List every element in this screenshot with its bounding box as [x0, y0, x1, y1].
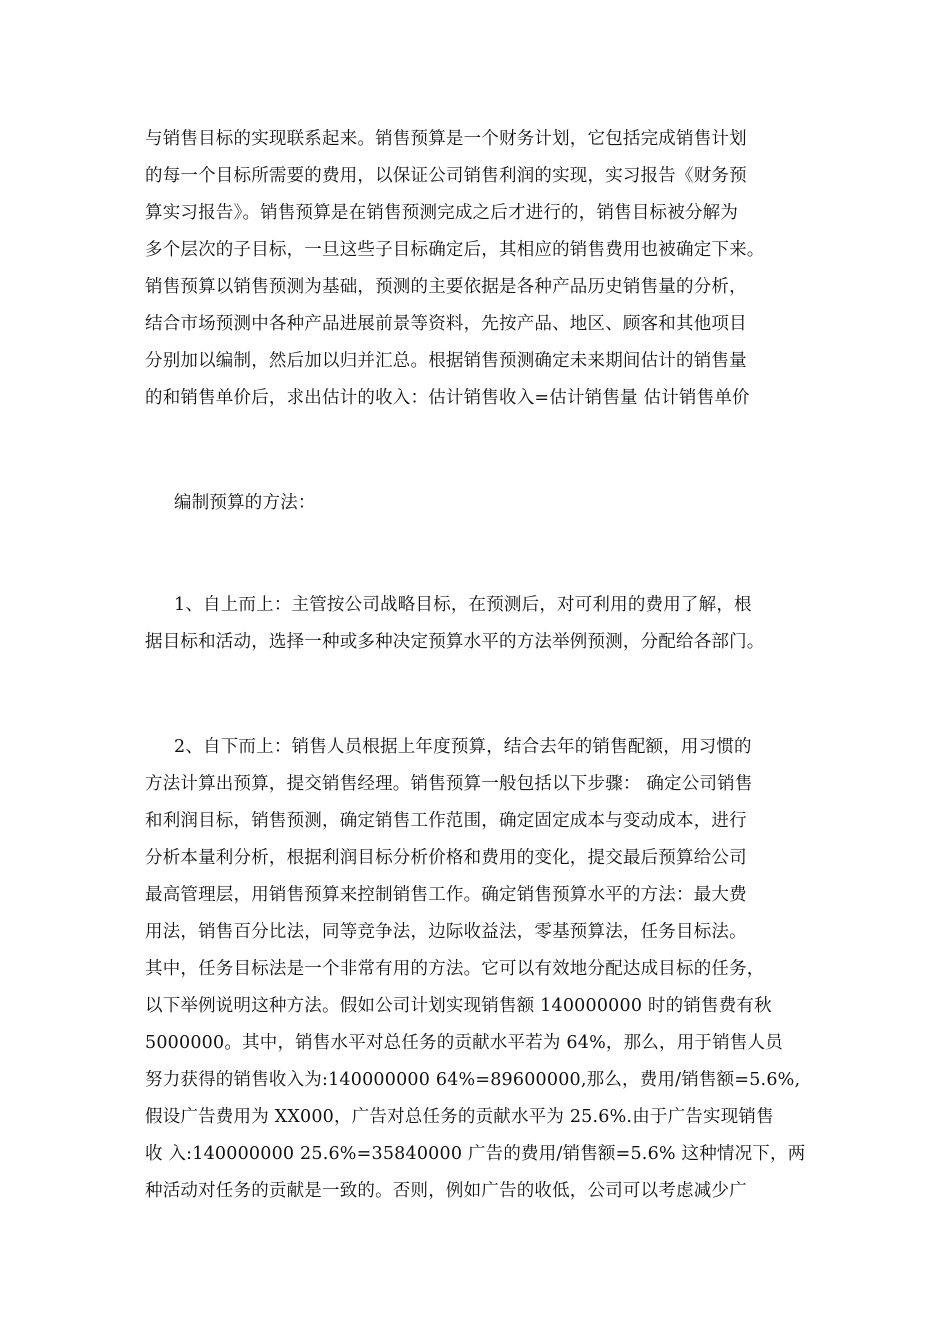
text-line: 与销售目标的实现联系起来。销售预算是一个财务计划，它包括完成销售计划	[145, 129, 747, 149]
paragraph-sales-budget	[145, 121, 825, 417]
text-line: 努力获得的销售收入为:140000000 64%=89600000,那么，费用/销售额=5.6%,	[145, 1070, 801, 1090]
text-line: 和利润目标，销售预测，确定销售工作范围，确定固定成本与变动成本，进行	[145, 811, 747, 831]
text-line: 1、自上而上：主管按公司战略目标，在预测后，对可利用的费用了解，根	[174, 595, 752, 615]
section-heading	[145, 485, 825, 522]
text-line: 5000000。其中，销售水平对总任务的贡献水平若为 64%，那么，用于销售人员	[145, 1033, 783, 1053]
text-line: 算实习报告》。销售预算是在销售预测完成之后才进行的，销售目标被分解为	[145, 203, 739, 223]
text-line: 据目标和活动，选择一种或多种决定预算水平的方法举例预测，分配给各部门。	[145, 632, 765, 652]
text-line: 销售预算以销售预测为基础，预测的主要依据是各种产品历史销售量的分析，	[145, 277, 747, 297]
text-line: 种活动对任务的贡献是一致的。否则，例如广告的收低，公司可以考虑减少广	[145, 1181, 747, 1201]
text-line: 方法计算出预算，提交销售经理。销售预算一般包括以下步骤： 确定公司销售	[145, 774, 753, 794]
text-line: 的和销售单价后，求出估计的收入：估计销售收入=估计销售量 估计销售单价	[145, 388, 750, 408]
text-line: 分别加以编制，然后加以归并汇总。根据销售预测确定未来期间估计的销售量	[145, 351, 747, 371]
text-line: 2、自下而上：销售人员根据上年度预算，结合去年的销售配额，用习惯的	[174, 737, 752, 757]
text-line: 以下举例说明这种方法。假如公司计划实现销售额 140000000 时的销售费有秋	[145, 996, 772, 1016]
text-line: 分析本量利分析，根据利润目标分析价格和费用的变化，提交最后预算给公司	[145, 848, 747, 868]
text-line: 多个层次的子目标，一旦这些子目标确定后，其相应的销售费用也被确定下来。	[145, 240, 765, 260]
paragraph-top-down	[145, 587, 825, 661]
text-line: 最高管理层，用销售预算来控制销售工作。确定销售预算水平的方法：最大费	[145, 885, 747, 905]
text-line: 假设广告费用为 XX000，广告对总任务的贡献水平为 25.6%.由于广告实现销售	[145, 1107, 774, 1127]
paragraph-bottom-up	[145, 729, 825, 1210]
text-line: 结合市场预测中各种产品进展前景等资料，先按产品、地区、顾客和其他项目	[145, 314, 747, 334]
text-line: 用法，销售百分比法，同等竞争法，边际收益法，零基预算法，任务目标法。	[145, 922, 747, 942]
text-line: 其中，任务目标法是一个非常有用的方法。它可以有效地分配达成目标的任务，	[145, 959, 765, 979]
text-line: 收 入:140000000 25.6%=35840000 广告的费用/销售额=5.6% 这种情况下，两	[145, 1144, 806, 1164]
heading-budget-methods: 编制预算的方法：	[174, 493, 316, 513]
text-line: 的每一个目标所需要的费用，以保证公司销售利润的实现，实习报告《财务预	[145, 166, 747, 186]
